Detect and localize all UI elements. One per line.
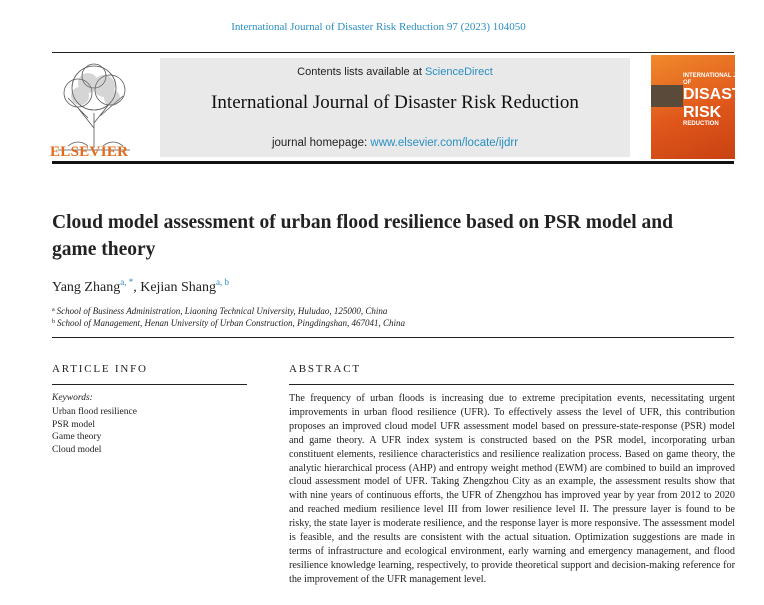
journal-masthead: [160, 58, 630, 157]
cover-line-1: INTERNATIONAL JOURNAL OF: [683, 73, 763, 86]
affiliation: [52, 318, 405, 328]
keywords-list: [52, 406, 137, 457]
keyword-item: Cloud model: [52, 445, 102, 456]
affiliation-text: School of Business Administration, Liaoning Technical University, Huludao, 125000, China: [56, 306, 388, 316]
cover-line-2: DISASTER: [683, 86, 764, 104]
sciencedirect-link[interactable]: ScienceDirect: [424, 66, 493, 78]
affiliation-mark: b: [52, 319, 55, 325]
journal-homepage-link[interactable]: www.elsevier.com/locate/ijdrr: [370, 137, 519, 149]
elsevier-wordmark: ELSEVIER: [50, 144, 129, 160]
header-top-rule: [52, 52, 734, 53]
homepage-prefix: journal homepage:: [271, 137, 371, 149]
article-info-heading: ARTICLE INFO: [52, 363, 148, 375]
contents-line: [160, 66, 630, 78]
affiliation-mark: a: [52, 307, 55, 313]
article-title: Cloud model assessment of urban flood resilience based on PSR model and game theory: [52, 212, 673, 260]
author-affiliation-mark[interactable]: a, *: [120, 277, 134, 287]
author-name[interactable]: Yang Zhang: [52, 280, 121, 295]
author-name[interactable]: Kejian Shang: [140, 280, 217, 295]
journal-citation-link[interactable]: International Journal of Disaster Risk Reduction 97 (2023) 104050: [231, 21, 526, 33]
journal-title: International Journal of Disaster Risk Reduction: [211, 92, 579, 113]
affiliation-text: School of Management, Henan University of Urban Construction, Pingdingshan, 467041, China: [57, 318, 405, 328]
abstract-text: The frequency of urban floods is increasing due to extreme precipitation events, necessitating urgent improvements in urban flood resilience (UFR). To effectively assess the level of UFR, this contribution proposes an improved cloud model UFR assessment model based on pressure-state-response (PSR) model and game theory. A UFR index system is constructed based on the PSR model, incorporating urban constituent elements, resilience characteristics and resilience realization process. Based on game theory, the analytic hierarchical process (AHP) and entropy weight method (EWM) are combined to build an improved cloud assessment model of UFR. Taking Zhengzhou City as an example, the assessment results show that with nine years of continuous efforts, the UFR of Zhengzhou has improved year by year from 2012 to 2020 and reached medium resilience level III from lower resilience level II. The pressure layer is found to be risky, the state layer is moderate resilience, and the response layer is more responsive. The assessment model is feasible, and the results are consistent with the actual situation. Optimization suggestions are made in terms of infrastructure and ecological environment, early warning and emergency management, and flood resilience knowledge learning, respectively, to provide theoretical support and decision-making reference for the improvement of the UFR management level.: [289, 393, 735, 585]
cover-title: [683, 73, 764, 128]
keywords-label: Keywords:: [52, 393, 93, 403]
author-list: [52, 277, 229, 296]
contents-prefix: Contents lists available at: [297, 66, 425, 78]
section-divider: [52, 337, 734, 338]
article-info-rule: [52, 384, 247, 385]
affiliation: [52, 306, 387, 316]
author-affiliation-mark[interactable]: a, b: [216, 277, 230, 287]
journal-cover-thumbnail[interactable]: [651, 55, 764, 159]
abstract-rule: [289, 384, 734, 385]
header-bottom-rule: [52, 161, 734, 164]
homepage-line: [160, 137, 630, 149]
author-separator: ,: [133, 280, 141, 295]
keyword-item: Game theory: [52, 432, 102, 443]
cover-photo: [651, 85, 683, 107]
cover-line-4: REDUCTION: [683, 121, 719, 128]
cover-line-3: RISK: [683, 103, 722, 121]
keyword-item: PSR model: [52, 419, 96, 430]
keyword-item: Urban flood resilience: [52, 407, 137, 417]
abstract-heading: ABSTRACT: [289, 363, 361, 375]
